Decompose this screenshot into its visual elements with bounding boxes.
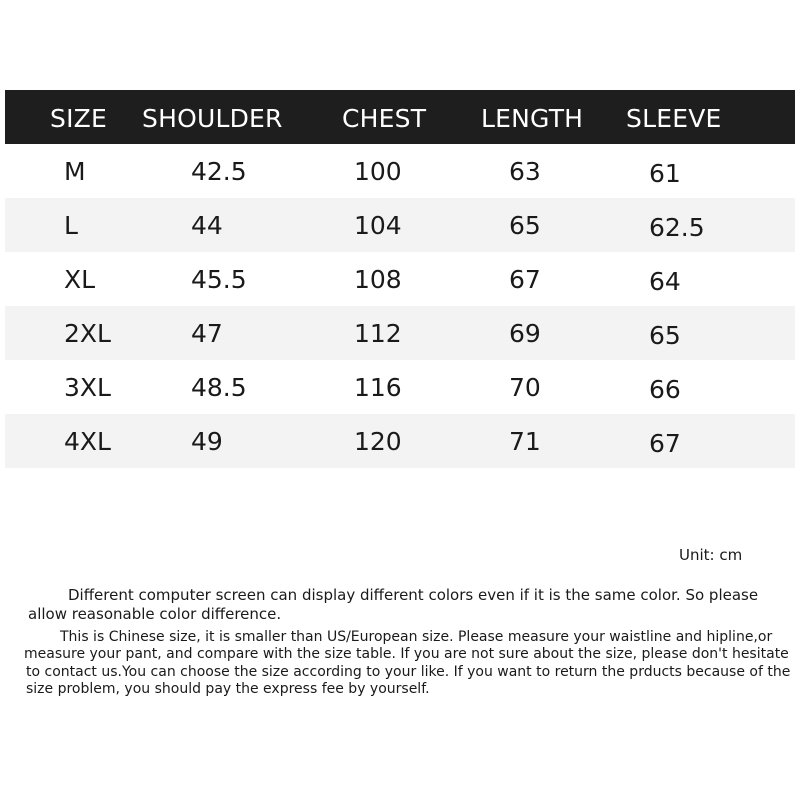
cell-sleeve: 67	[649, 429, 681, 458]
cell-size: XL	[64, 265, 96, 294]
unit-note: Unit: cm	[679, 546, 743, 564]
header-size: SIZE	[50, 104, 107, 133]
cell-shoulder: 49	[191, 427, 223, 456]
cell-sleeve: 65	[649, 321, 681, 350]
cell-chest: 120	[354, 427, 402, 456]
table-row	[5, 252, 795, 306]
table-row	[5, 198, 795, 252]
size-note-line: measure your pant, and compare with the size table. If you are not sure about the size, please don't hesitate	[24, 646, 789, 662]
header-sleeve: SLEEVE	[626, 104, 722, 133]
cell-length: 65	[509, 211, 541, 240]
cell-chest: 100	[354, 157, 402, 186]
cell-sleeve: 66	[649, 375, 681, 404]
header-shoulder: SHOULDER	[142, 104, 283, 133]
cell-chest: 112	[354, 319, 402, 348]
size-note-line: This is Chinese size, it is smaller than US/European size. Please measure your waistline and hipline,or	[60, 629, 773, 645]
cell-shoulder: 45.5	[191, 265, 247, 294]
header-chest: CHEST	[342, 104, 427, 133]
cell-size: M	[64, 157, 86, 186]
cell-shoulder: 48.5	[191, 373, 247, 402]
cell-sleeve: 62.5	[649, 213, 705, 242]
size-note-line: size problem, you should pay the express fee by yourself.	[26, 681, 430, 697]
cell-size: 4XL	[64, 427, 111, 456]
cell-sleeve: 61	[649, 159, 681, 188]
cell-size: L	[64, 211, 78, 240]
cell-size: 2XL	[64, 319, 111, 348]
table-row	[5, 144, 795, 198]
cell-chest: 104	[354, 211, 402, 240]
cell-length: 71	[509, 427, 541, 456]
cell-size: 3XL	[64, 373, 111, 402]
cell-sleeve: 64	[649, 267, 681, 296]
table-row	[5, 306, 795, 360]
cell-chest: 116	[354, 373, 402, 402]
cell-length: 63	[509, 157, 541, 186]
color-note-line: Different computer screen can display different colors even if it is the same color. So please	[68, 586, 759, 604]
cell-length: 70	[509, 373, 541, 402]
header-length: LENGTH	[481, 104, 584, 133]
size-note-line: to contact us.You can choose the size according to your like. If you want to return the prducts because of the	[26, 664, 791, 680]
table-row	[5, 414, 795, 468]
table-header	[5, 90, 795, 144]
cell-shoulder: 42.5	[191, 157, 247, 186]
cell-length: 67	[509, 265, 541, 294]
table-row	[5, 360, 795, 414]
color-note-line: allow reasonable color difference.	[28, 605, 282, 623]
cell-shoulder: 44	[191, 211, 223, 240]
cell-shoulder: 47	[191, 319, 223, 348]
cell-chest: 108	[354, 265, 402, 294]
size-table	[5, 90, 795, 468]
cell-length: 69	[509, 319, 541, 348]
